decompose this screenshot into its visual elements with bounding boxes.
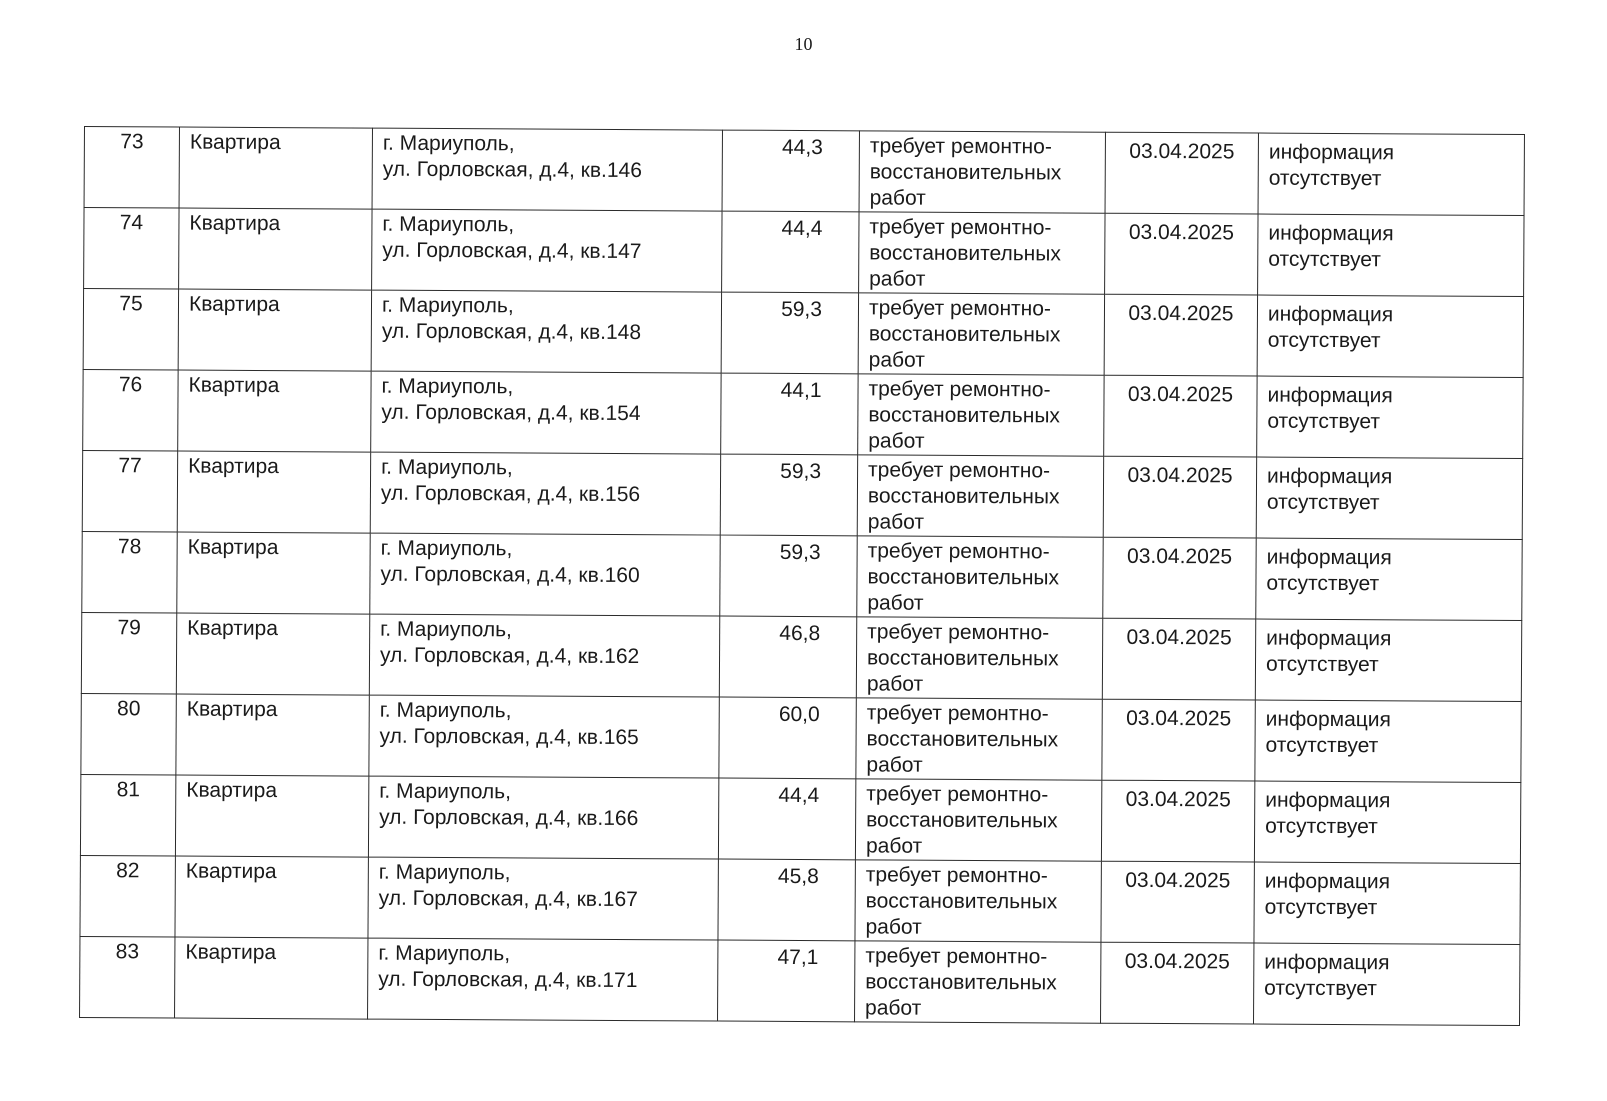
condition-text: требует ремонтно- [869,134,1052,159]
row-number-text: 74 [119,211,144,235]
condition-cell [855,941,1101,1023]
info-text: информация [1266,464,1393,489]
condition-text: восстановительных [866,727,1059,752]
area-cell [719,697,856,779]
row-number-text: 81 [116,778,141,802]
condition-cell [859,212,1105,294]
object-type-text: Квартира [186,778,278,803]
row-number-cell [81,612,176,694]
address-cell [372,209,722,292]
row-number-cell [84,127,179,209]
condition-text: работ [869,267,926,291]
object-type-cell [177,532,370,614]
object-type-text: Квартира [185,940,277,965]
area-text: 44,4 [781,216,823,241]
area-cell [718,778,855,860]
row-number-cell [81,693,176,775]
info-text: отсутствует [1268,166,1382,191]
info-text: информация [1265,788,1391,813]
object-type-text: Квартира [189,130,281,155]
condition-text: требует ремонтно- [865,863,1048,888]
row-number-text: 79 [117,616,141,640]
table-row [83,369,1523,458]
address-text: г. Мариуполь, [381,455,513,480]
condition-cell [855,779,1101,861]
area-text: 44,1 [780,378,822,403]
date-cell [1101,780,1254,862]
date-cell [1105,213,1258,295]
table-row [83,289,1523,378]
table-row [80,936,1520,1025]
date-cell [1103,537,1256,619]
address-text: ул. Горловская, д.4, кв.166 [379,805,639,831]
object-type-text: Квартира [187,616,279,641]
address-text: ул. Горловская, д.4, кв.148 [381,319,642,345]
row-number-cell [82,531,177,613]
condition-text: требует ремонтно- [867,620,1050,645]
area-cell [718,859,855,941]
condition-cell [859,131,1105,213]
date-cell [1102,618,1255,700]
condition-text: работ [867,591,924,615]
address-text: ул. Горловская, д.4, кв.162 [379,643,640,669]
area-text: 45,8 [777,864,819,889]
condition-text: работ [867,510,925,534]
address-text: г. Мариуполь, [382,212,515,237]
info-cell [1257,295,1523,377]
address-text: г. Мариуполь, [380,536,513,561]
area-cell [719,616,856,698]
area-cell [721,292,858,374]
date-text: 03.04.2025 [1126,544,1233,569]
area-text: 44,3 [781,135,823,160]
address-text: ул. Горловская, д.4, кв.167 [378,886,638,912]
info-text: информация [1264,869,1391,894]
info-text: отсутствует [1264,976,1377,1001]
condition-text: требует ремонтно- [869,215,1052,240]
object-type-cell [179,208,372,290]
info-cell [1257,376,1523,458]
address-text: ул. Горловская, д.4, кв.165 [379,724,639,750]
row-number-cell [84,208,179,290]
address-text: ул. Горловская, д.4, кв.154 [381,400,641,426]
date-cell [1103,456,1256,538]
address-text: г. Мариуполь, [378,941,511,966]
info-text: отсутствует [1265,733,1379,758]
area-text: 59,3 [779,540,821,565]
condition-text: работ [865,915,922,939]
area-cell [720,535,857,617]
address-cell [371,371,721,454]
object-type-text: Квартира [188,373,280,398]
area-text: 47,1 [777,945,819,970]
date-text: 03.04.2025 [1125,787,1231,812]
info-cell [1255,700,1521,782]
row-number-text: 78 [117,535,142,559]
address-cell [368,857,718,940]
condition-text: работ [866,672,924,696]
address-text: ул. Горловская, д.4, кв.146 [382,157,643,183]
condition-text: восстановительных [867,565,1060,590]
condition-text: восстановительных [867,484,1060,509]
condition-cell [857,455,1103,537]
condition-text: восстановительных [866,808,1058,833]
date-text: 03.04.2025 [1128,301,1234,326]
info-text: отсутствует [1268,247,1382,272]
condition-text: работ [868,348,926,372]
date-text: 03.04.2025 [1129,139,1235,164]
condition-text: восстановительных [868,403,1061,428]
info-text: информация [1264,950,1390,975]
address-text: г. Мариуполь, [381,374,514,399]
condition-cell [857,536,1103,618]
row-number-cell [82,450,177,532]
object-type-text: Квартира [186,697,278,722]
row-number-text: 76 [118,373,143,397]
info-cell [1258,214,1524,296]
object-type-cell [176,694,369,776]
address-cell [372,128,722,211]
object-type-cell [178,289,371,371]
date-text: 03.04.2025 [1125,868,1231,893]
condition-text: требует ремонтно- [867,539,1050,564]
date-text: 03.04.2025 [1128,220,1235,245]
area-text: 46,8 [779,621,821,646]
table-row [82,531,1522,620]
condition-text: требует ремонтно- [868,296,1052,321]
condition-text: восстановительных [868,322,1061,347]
row-number-cell [83,289,178,371]
table-row [84,208,1524,297]
object-type-cell [177,451,370,533]
date-cell [1102,699,1255,781]
object-type-cell [175,775,368,857]
address-cell [369,614,719,697]
date-cell [1101,861,1254,943]
address-text: ул. Горловская, д.4, кв.160 [380,562,640,588]
date-cell [1105,132,1258,214]
property-table-body [80,127,1525,1026]
address-cell [369,695,719,778]
condition-text: восстановительных [865,970,1057,995]
condition-text: требует ремонтно- [866,782,1049,807]
info-text: отсутствует [1266,571,1380,596]
date-cell [1104,294,1257,376]
info-cell [1256,538,1522,620]
condition-cell [858,374,1104,456]
info-text: информация [1265,707,1391,732]
address-text: г. Мариуполь, [380,617,512,642]
row-number-text: 77 [118,454,142,478]
table-row [84,127,1524,216]
table-row [81,612,1521,701]
property-table [79,126,1525,1026]
condition-text: работ [865,834,923,858]
condition-text: работ [869,186,926,210]
condition-text: работ [868,429,925,453]
object-type-cell [175,937,368,1019]
object-type-cell [175,856,368,938]
date-text: 03.04.2025 [1124,949,1230,974]
info-text: отсутствует [1264,895,1378,920]
area-text: 59,3 [781,297,823,322]
address-cell [370,452,720,535]
address-text: г. Мариуполь, [378,860,511,885]
info-text: информация [1268,221,1394,246]
row-number-text: 80 [116,697,141,721]
object-type-text: Квартира [188,292,280,317]
object-type-text: Квартира [188,454,279,479]
row-number-cell [83,369,178,451]
condition-text: требует ремонтно- [865,944,1048,969]
date-cell [1104,375,1257,457]
info-cell [1254,781,1520,863]
table-row [81,693,1521,782]
condition-cell [856,698,1102,780]
info-cell [1254,862,1520,944]
row-number-cell [80,936,175,1018]
address-text: ул. Горловская, д.4, кв.156 [380,481,641,507]
date-text: 03.04.2025 [1126,706,1232,731]
condition-text: требует ремонтно- [866,701,1049,726]
info-cell [1254,943,1520,1025]
address-text: ул. Горловская, д.4, кв.147 [382,238,642,264]
object-type-cell [178,370,371,452]
address-text: г. Мариуполь, [381,293,514,318]
condition-cell [856,617,1102,699]
object-type-cell [179,127,372,209]
table-row [80,774,1520,863]
address-cell [371,290,721,373]
area-text: 44,4 [778,783,820,808]
address-text: г. Мариуполь, [379,698,512,723]
area-text: 60,0 [778,702,820,727]
area-cell [721,373,858,455]
row-number-cell [80,855,175,937]
row-number-text: 75 [119,292,143,316]
condition-text: восстановительных [865,889,1058,914]
address-text: г. Мариуполь, [379,779,512,804]
page-number: 10 [794,34,813,54]
date-text: 03.04.2025 [1126,625,1232,650]
info-text: отсутствует [1265,652,1379,677]
address-text: г. Мариуполь, [382,131,515,156]
date-cell [1101,942,1254,1024]
condition-text: требует ремонтно- [868,458,1051,483]
address-cell [370,533,720,616]
condition-text: работ [865,996,922,1020]
row-number-text: 83 [115,940,140,964]
info-text: отсутствует [1267,409,1381,434]
info-cell [1255,619,1521,701]
object-type-text: Квартира [189,211,281,236]
address-cell [368,938,718,1021]
info-text: информация [1267,302,1394,327]
area-cell [718,940,855,1022]
area-text: 59,3 [780,459,822,484]
info-text: информация [1267,383,1393,408]
condition-text: восстановительных [869,241,1061,266]
info-cell [1256,457,1522,539]
info-text: информация [1268,140,1395,165]
address-text: ул. Горловская, д.4, кв.171 [378,967,638,993]
table-row [82,450,1522,539]
info-text: отсутствует [1266,490,1380,515]
area-cell [720,454,857,536]
object-type-text: Квартира [185,859,277,884]
condition-cell [858,293,1104,375]
condition-cell [855,860,1101,942]
date-text: 03.04.2025 [1127,463,1233,488]
object-type-cell [176,613,369,695]
condition-text: восстановительных [869,160,1062,185]
table-row [80,855,1520,944]
row-number-text: 73 [120,130,144,154]
area-cell [722,211,859,293]
address-cell [368,776,718,859]
info-text: информация [1266,545,1392,570]
condition-text: требует ремонтно- [868,377,1051,402]
object-type-text: Квартира [187,535,279,560]
info-text: отсутствует [1267,328,1381,353]
condition-text: восстановительных [866,646,1059,671]
info-cell [1258,133,1524,215]
date-text: 03.04.2025 [1127,382,1234,407]
info-text: информация [1266,626,1392,651]
row-number-cell [80,774,175,856]
condition-text: работ [866,753,923,777]
area-cell [722,130,859,212]
row-number-text: 82 [116,859,140,883]
info-text: отсутствует [1265,814,1378,839]
